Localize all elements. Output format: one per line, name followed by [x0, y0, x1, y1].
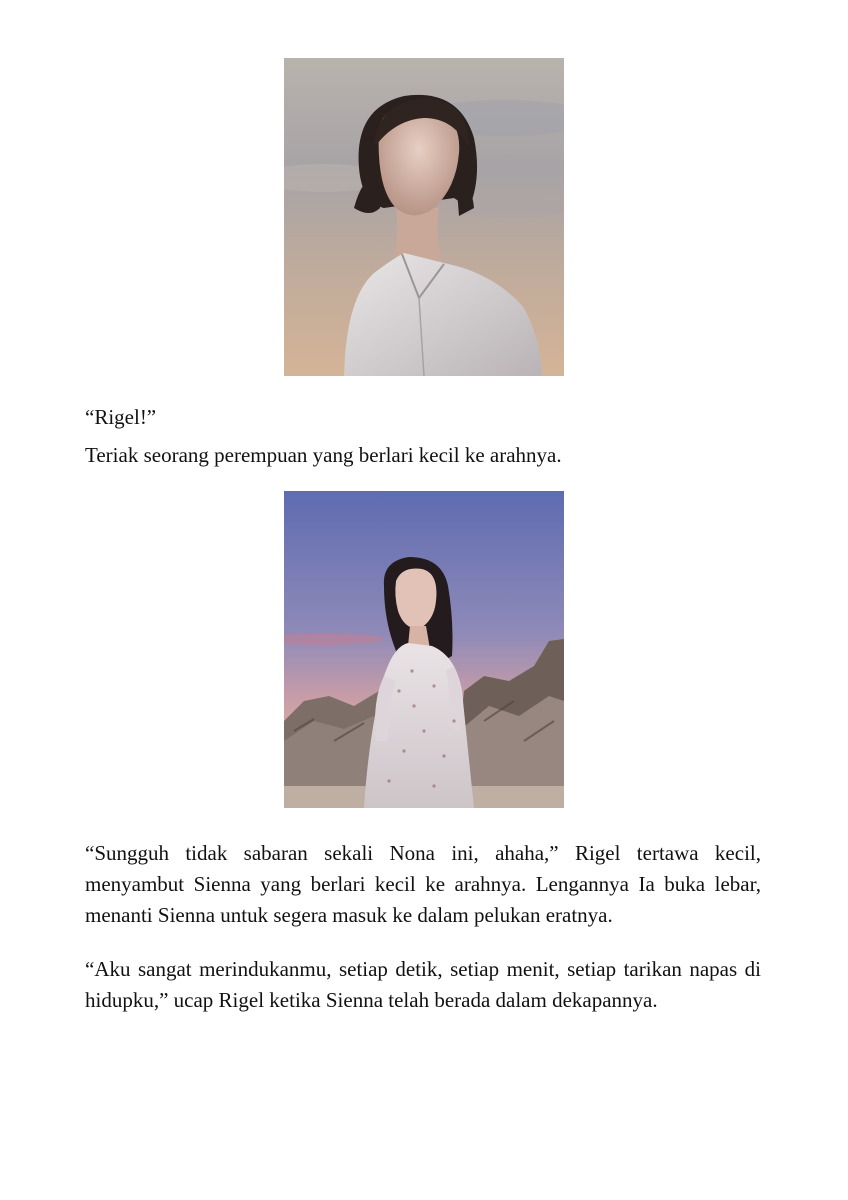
- photo-woman-rocks: [284, 491, 564, 808]
- paragraph-rigel-confession: “Aku sangat merindukanmu, setiap detik, setiap menit, setiap tarikan napas di hidupku,” ucap Rigel ketika Sienna telah berada dalam dekapannya.: [85, 957, 761, 1012]
- photo-woman-rocks-image: [284, 491, 564, 808]
- dialogue-rigel: “Rigel!”: [85, 405, 157, 429]
- narration-line: Teriak seorang perempuan yang berlari kecil ke arahnya.: [85, 443, 562, 467]
- paragraph-rigel-laughs: “Sungguh tidak sabaran sekali Nona ini, ahaha,” Rigel tertawa kecil, menyambut Sienna yang berlari kecil ke arahnya. Lengannya Ia buka lebar, menanti Sienna untuk segera masuk ke dalam pelukan eratnya.: [85, 841, 761, 927]
- photo-man-sky-image: [284, 58, 564, 376]
- photo-man-sky: [284, 58, 564, 376]
